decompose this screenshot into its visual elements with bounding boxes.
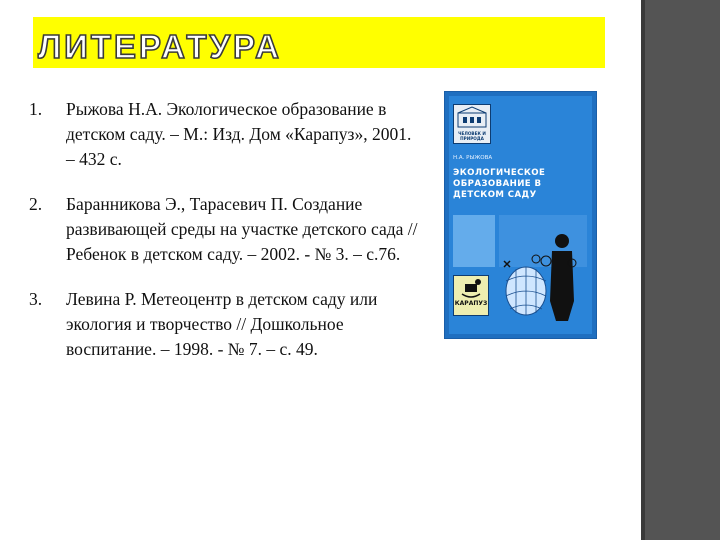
reference-list <box>29 97 424 382</box>
cover-author: Н.А. РЫЖОВА <box>453 155 493 161</box>
reference-item <box>29 287 424 362</box>
reference-item <box>29 97 424 172</box>
side-decoration-bar <box>641 0 720 540</box>
reference-text: Баранникова Э., Тарасевич П. Создание развивающей среды на участке детского сада // Ребенок в детском саду. – 2002. - № 3. – с.76. <box>66 194 418 264</box>
reference-text: Рыжова Н.А. Экологическое образование в детском саду. – М.: Изд. Дом «Карапуз», 2001. – 432 с. <box>66 99 412 169</box>
rocking-horse-icon <box>454 276 488 300</box>
publisher-label: КАРАПУЗ <box>454 300 488 307</box>
reference-item <box>29 192 424 267</box>
book-cover-image <box>444 91 597 339</box>
reference-number: 3. <box>29 289 43 309</box>
series-label: ЧЕЛОВЕК И ПРИРОДА <box>458 131 486 141</box>
slide-title: ЛИТЕРАТУРА <box>38 28 282 65</box>
reference-number: 2. <box>29 194 43 214</box>
publisher-logo <box>453 275 489 316</box>
cover-title: ЭКОЛОГИЧЕСКОЕ ОБРАЗОВАНИЕ В ДЕТСКОМ САДУ <box>453 168 546 200</box>
reference-text: Левина Р. Метеоцентр в детском саду или экология и творчество // Дошкольное воспитание. – 1998. - № 7. – с. 49. <box>66 289 378 359</box>
reference-number: 1. <box>29 99 43 119</box>
